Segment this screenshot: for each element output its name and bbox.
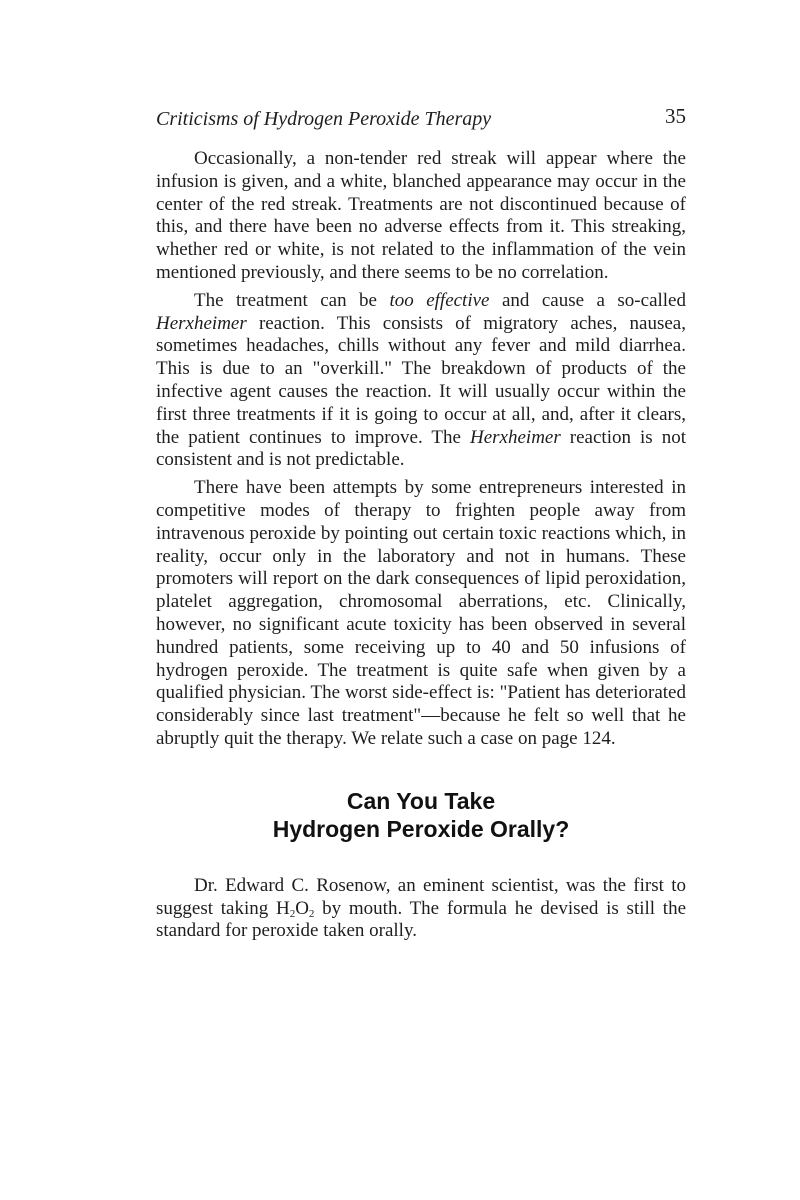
emphasis-too-effective: too effective [389, 289, 490, 311]
emphasis-herxheimer: Herxheimer [470, 426, 561, 448]
paragraph-toxicity: There have been attempts by some entrepreneurs interested in competitive modes of therapy to frighten people away from intravenous peroxide by pointing out certain toxic reactions which, in reality, occur only in the laboratory and not in humans. These promoters will report on the dark consequences of lipid peroxidation, platelet aggregation, chromosomal aberrations, etc. Clinically, however, no significant acute toxicity has been observed in several hundred patients, some receiving up to 40 and 50 infusions of hydrogen peroxide. The treatment is quite safe when given by a qualified physician. The worst side-effect is: "Patient has deteriorated considerably since last treatment"—because he felt so well that he abruptly quit the therapy. We relate such a case on page 124. [156, 477, 686, 749]
running-title: Criticisms of Hydrogen Peroxide Therapy [156, 108, 492, 130]
section-heading [156, 787, 686, 843]
running-header [156, 104, 686, 138]
text-span: reaction is not consistent and is not predictable. [156, 426, 686, 471]
text-span: Dr. Edward C. Rosenow, an eminent scientist, was the first to suggest taking H [156, 874, 686, 919]
paragraph-rosenow [156, 875, 686, 943]
body-text-oral [156, 875, 686, 943]
paragraph-streak: Occasionally, a non-tender red streak will appear where the infusion is given, and a white, blanched appearance may occur in the center of the red streak. Treatments are not discontinued because of this, and there have been no adverse effects from it. This streaking, whether red or white, is not related to the inflammation of the vein mentioned previously, and there seems to be no correlation. [156, 148, 686, 283]
paragraph-herxheimer [156, 290, 686, 472]
text-span: reaction. This consists of migratory aches, nausea, sometimes headaches, chills without any fever and mild diarrhea. This is due to an "overkill." The breakdown of products of the infective agent causes the reaction. It will usually occur within the first three treatments if it is going to occur at all, and, after it clears, the patient continues to improve. The [156, 312, 686, 448]
body-text [156, 148, 686, 751]
text-span: and cause a so-called [489, 289, 686, 311]
heading-line-2: Hydrogen Peroxide Orally? [272, 815, 570, 842]
text-span: The treatment can be [194, 289, 390, 311]
text-span: by mouth. The formula he devised is still the standard for peroxide taken orally. [156, 897, 687, 942]
emphasis-herxheimer: Herxheimer [156, 312, 247, 334]
subscript-2: 2 [289, 907, 296, 920]
book-page [156, 104, 686, 948]
subscript-2: 2 [308, 907, 315, 920]
page-number: 35 [665, 104, 686, 128]
text-span: O [295, 897, 309, 919]
heading-line-1: Can You Take [346, 787, 496, 814]
